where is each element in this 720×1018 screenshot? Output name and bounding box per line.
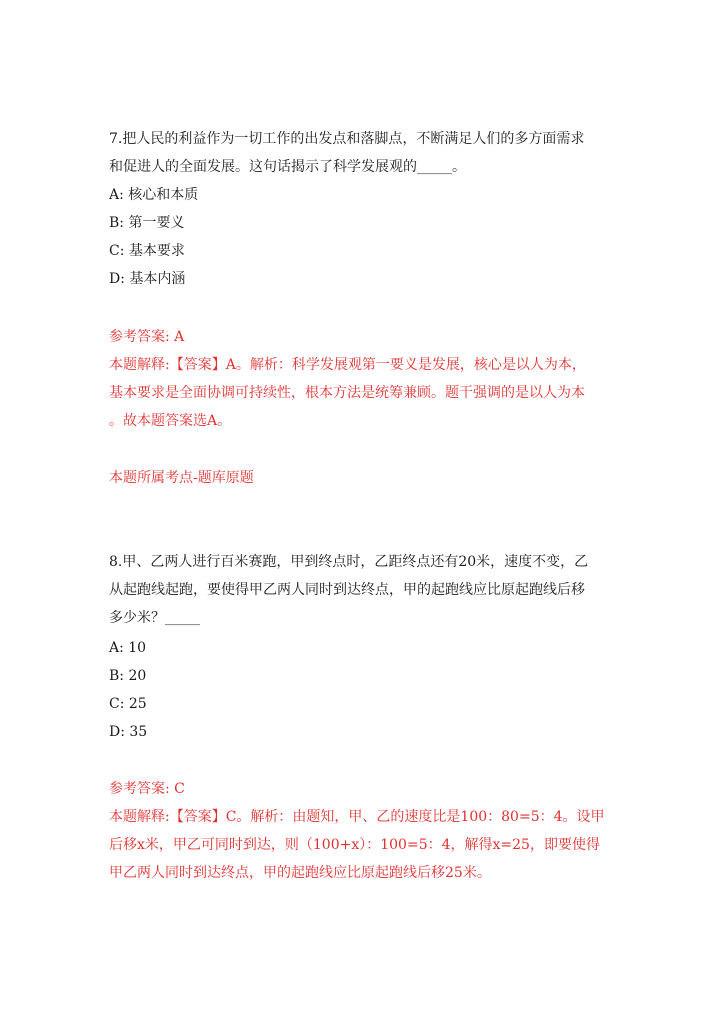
question-8-option-a: A: 10 <box>109 640 147 656</box>
question-7-stem-line-1: 7.把人民的利益作为一切工作的出发点和落脚点，不断满足人们的多方面需求 <box>109 131 585 147</box>
question-7 <box>109 125 629 181</box>
question-7-option-a: A: 核心和本质 <box>109 187 199 203</box>
question-8-option-b: B: 20 <box>109 668 147 684</box>
question-8-option-d: D: 35 <box>109 724 148 740</box>
question-8 <box>109 548 629 632</box>
question-7-topic: 本题所属考点-题库原题 <box>109 470 254 486</box>
question-8-stem-line-1: 8.甲、乙两人进行百米赛跑，甲到终点时，乙距终点还有20米，速度不变，乙 <box>109 554 589 570</box>
question-7-answer: 参考答案: A <box>109 329 185 345</box>
question-7-explanation-line-3: 。故本题答案选A。 <box>109 413 232 429</box>
question-8-explanation-line-3: 甲乙两人同时到达终点，甲的起跑线应比原起跑线后移25米。 <box>109 865 491 881</box>
question-8-options <box>109 634 629 746</box>
question-7-option-b: B: 第一要义 <box>109 215 185 231</box>
question-8-answer-block <box>109 775 629 887</box>
question-7-stem-line-2: 和促进人的全面发展。这句话揭示了科学发展观的_____。 <box>109 159 466 175</box>
question-7-explanation-line-1: 本题解释:【答案】A。解析：科学发展观第一要义是发展，核心是以人为本， <box>109 357 586 373</box>
question-7-option-c: C: 基本要求 <box>109 243 185 259</box>
question-8-stem-line-3: 多少米？_____ <box>109 610 200 626</box>
question-8-explanation-line-2: 后移x米，甲乙可同时到达，则（100+x）：100=5：4，解得x=25，即要使得 <box>109 837 600 853</box>
question-7-explanation-line-2: 基本要求是全面协调可持续性，根本方法是统筹兼顾。题干强调的是以人为本 <box>109 385 585 401</box>
question-7-answer-block <box>109 323 629 435</box>
question-7-options <box>109 181 629 293</box>
question-7-option-d: D: 基本内涵 <box>109 271 186 287</box>
question-7-topic-block <box>109 464 629 492</box>
question-8-option-c: C: 25 <box>109 696 147 712</box>
question-8-answer: 参考答案: C <box>109 781 185 797</box>
question-8-explanation-line-1: 本题解释:【答案】C。解析：由题知，甲、乙的速度比是100：80=5：4。设甲 <box>109 809 605 825</box>
question-8-stem-line-2: 从起跑线起跑，要使得甲乙两人同时到达终点，甲的起跑线应比原起跑线后移 <box>109 582 585 598</box>
